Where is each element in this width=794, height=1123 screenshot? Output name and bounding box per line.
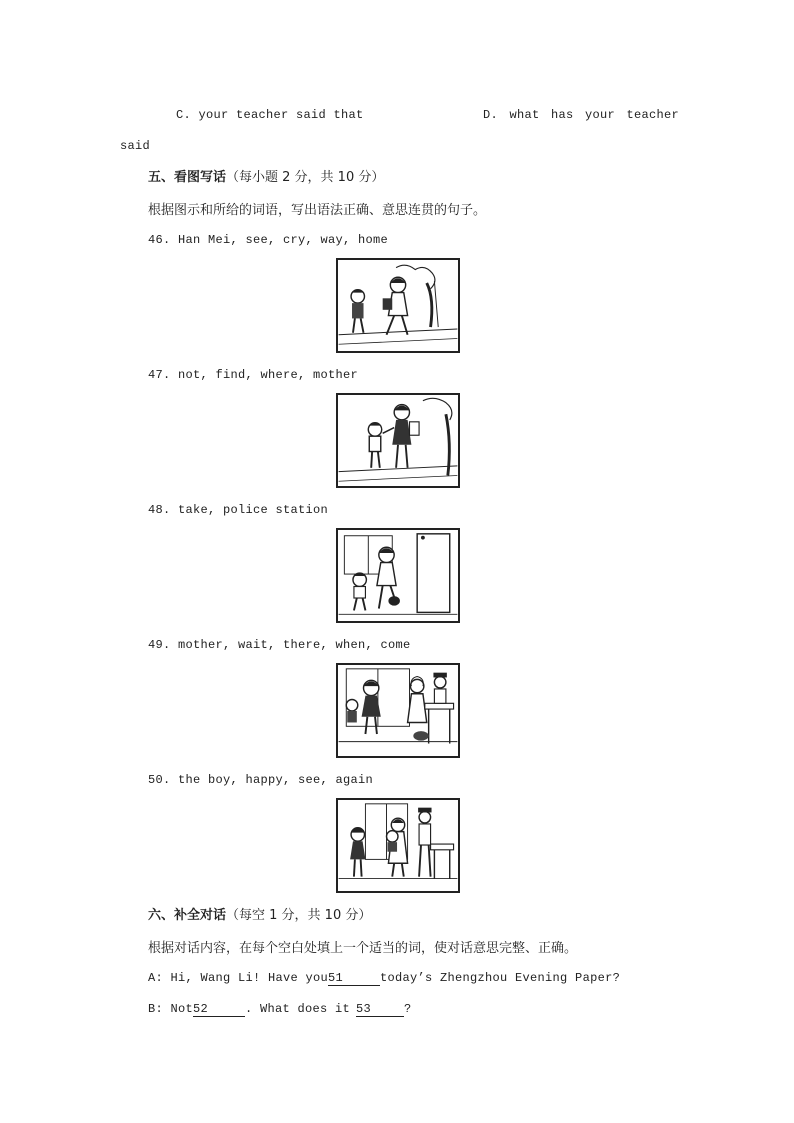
question-49-picture bbox=[336, 663, 460, 758]
question-49-label: 49. mother, wait, there, when, come bbox=[148, 638, 411, 652]
girl-leading-boy-to-station-illustration bbox=[338, 530, 458, 621]
dialogue-line-a bbox=[148, 971, 620, 986]
section6-heading bbox=[148, 904, 371, 923]
dialogue-a-suffix: today’s Zhengzhou Evening Paper? bbox=[380, 971, 621, 985]
children-with-officer-at-desk-illustration bbox=[338, 665, 458, 756]
girl-comforting-lost-boy-illustration bbox=[338, 395, 458, 486]
dialogue-b-suffix: ? bbox=[404, 1002, 412, 1016]
boy-reunited-with-mother-illustration bbox=[338, 800, 458, 891]
section5-score-note: （每小题 2 分，共 10 分） bbox=[226, 170, 385, 185]
dialogue-line-b bbox=[148, 1002, 412, 1017]
girl-walking-past-crying-boy-illustration bbox=[338, 260, 458, 351]
question-48-picture bbox=[336, 528, 460, 623]
section5-title: 五、看图写话 bbox=[148, 170, 227, 185]
question-47-label: 47. not, find, where, mother bbox=[148, 368, 359, 382]
section6-title: 六、补全对话 bbox=[148, 908, 227, 923]
option-c: C. your teacher said that bbox=[176, 108, 364, 122]
question-50-label: 50. the boy, happy, see, again bbox=[148, 773, 374, 787]
question-47-picture bbox=[336, 393, 460, 488]
section6-instruction: 根据对话内容，在每个空白处填上一个适当的词，使对话意思完整、正确。 bbox=[148, 941, 578, 956]
option-d: D. what has your teacher bbox=[483, 108, 680, 122]
question-46-label: 46. Han Mei, see, cry, way, home bbox=[148, 233, 389, 247]
dialogue-b-middle: . What does it bbox=[245, 1002, 351, 1016]
section5-heading bbox=[148, 166, 384, 185]
option-d-continuation: said bbox=[120, 139, 151, 153]
blank-51[interactable]: 51 bbox=[328, 971, 380, 986]
section6-score-note: （每空 1 分，共 10 分） bbox=[226, 908, 372, 923]
question-48-label: 48. take, police station bbox=[148, 503, 329, 517]
section5-instruction: 根据图示和所给的词语，写出语法正确、意思连贯的句子。 bbox=[148, 203, 487, 218]
dialogue-a-prefix: A: Hi, Wang Li! Have you bbox=[148, 971, 329, 985]
question-50-picture bbox=[336, 798, 460, 893]
question-46-picture bbox=[336, 258, 460, 353]
dialogue-b-prefix: B: Not bbox=[148, 1002, 194, 1016]
blank-53[interactable]: 53 bbox=[356, 1002, 404, 1017]
blank-52[interactable]: 52 bbox=[193, 1002, 245, 1017]
